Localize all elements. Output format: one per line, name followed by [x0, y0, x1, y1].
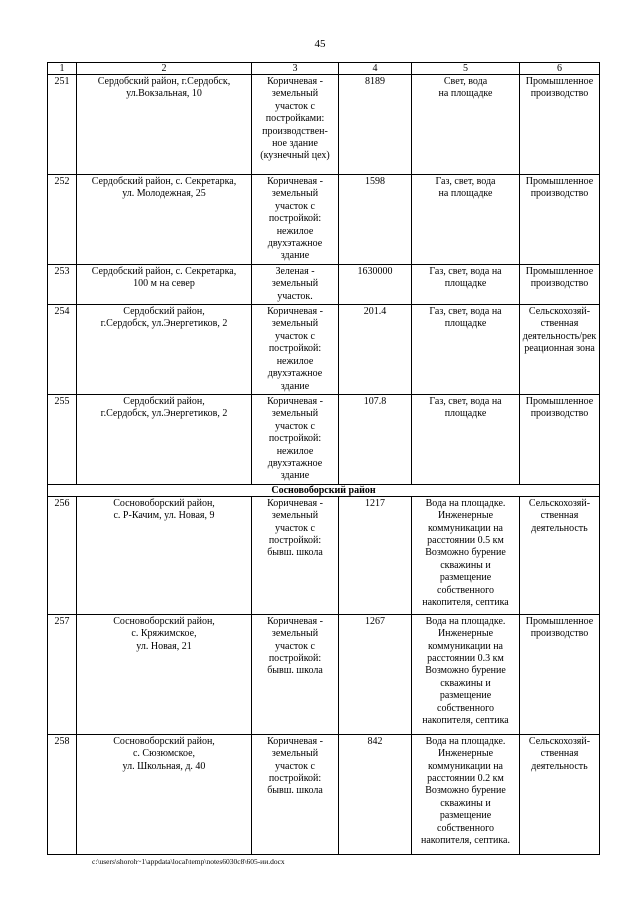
- location-cell: Сердобский район, г.Сердобск, ул.Вокзальная, 10: [77, 75, 252, 175]
- table-row: [48, 394, 600, 484]
- utilities-cell: Газ, свет, вода на площадке: [412, 305, 520, 395]
- land-plots-table: [47, 62, 600, 855]
- type-cell: Коричневая - земельный участок с постройкой: бывш. школа: [252, 614, 339, 734]
- page-number: 45: [314, 38, 326, 50]
- column-header: 1: [48, 63, 77, 75]
- utilities-cell: Вода на площадке. Инженерные коммуникации на расстоянии 0.5 км Возможно бурение скважины и размещение собственного накопителя, септика: [412, 496, 520, 614]
- row-number: 254: [48, 305, 77, 395]
- row-number: 252: [48, 175, 77, 265]
- location-cell: Сосновоборский район, с. Р-Качим, ул. Новая, 9: [77, 496, 252, 614]
- area-cell: 1267: [339, 614, 412, 734]
- location-cell: Сосновоборский район, с. Сюзюмское, ул. Школьная, д. 40: [77, 734, 252, 854]
- footer-file-path: c:\users\shoroh~1\appdata\local\temp\notes6030c8\605-ии.docx: [92, 857, 285, 866]
- location-cell: Сосновоборский район, с. Кряжимское, ул. Новая, 21: [77, 614, 252, 734]
- column-header: 3: [252, 63, 339, 75]
- table-row: [48, 496, 600, 614]
- type-cell: Коричневая - земельный участок с постройкой: бывш. школа: [252, 734, 339, 854]
- purpose-cell: Промышленное производство: [520, 175, 600, 265]
- section-title: Сосновоборский район: [48, 484, 600, 496]
- row-number: 258: [48, 734, 77, 854]
- table-row: [48, 175, 600, 265]
- utilities-cell: Газ, свет, вода на площадке: [412, 175, 520, 265]
- section-header-row: [48, 484, 600, 496]
- column-header: 2: [77, 63, 252, 75]
- column-header: 4: [339, 63, 412, 75]
- area-cell: 201.4: [339, 305, 412, 395]
- area-cell: 842: [339, 734, 412, 854]
- table-row: [48, 614, 600, 734]
- type-cell: Коричневая - земельный участок с постройкой: нежилое двухэтажное здание: [252, 175, 339, 265]
- row-number: 256: [48, 496, 77, 614]
- utilities-cell: Газ, свет, вода на площадке: [412, 264, 520, 304]
- area-cell: 107.8: [339, 394, 412, 484]
- area-cell: 1630000: [339, 264, 412, 304]
- utilities-cell: Вода на площадке. Инженерные коммуникации на расстоянии 0.2 км Возможно бурение скважины и размещение собственного накопителя, септика.: [412, 734, 520, 854]
- type-cell: Коричневая - земельный участок с постройкой: нежилое двухэтажное здание: [252, 394, 339, 484]
- area-cell: 1217: [339, 496, 412, 614]
- type-cell: Коричневая - земельный участок с постройкой: нежилое двухэтажное здание: [252, 305, 339, 395]
- purpose-cell: Промышленное производство: [520, 264, 600, 304]
- utilities-cell: Вода на площадке. Инженерные коммуникации на расстоянии 0.3 км Возможно бурение скважины и размещение собственного накопителя, септика: [412, 614, 520, 734]
- table-row: [48, 264, 600, 304]
- purpose-cell: Промышленное производство: [520, 75, 600, 175]
- location-cell: Сердобский район, с. Секретарка, 100 м на север: [77, 264, 252, 304]
- type-cell: Коричневая - земельный участок с постройкой: бывш. школа: [252, 496, 339, 614]
- table-header-row: [48, 63, 600, 75]
- area-cell: 1598: [339, 175, 412, 265]
- location-cell: Сердобский район, с. Секретарка, ул. Молодежная, 25: [77, 175, 252, 265]
- purpose-cell: Промышленное производство: [520, 394, 600, 484]
- table-row: [48, 734, 600, 854]
- purpose-cell: Сельскохозяй- ственная деятельность/рек реационная зона: [520, 305, 600, 395]
- utilities-cell: Свет, вода на площадке: [412, 75, 520, 175]
- row-number: 251: [48, 75, 77, 175]
- area-cell: 8189: [339, 75, 412, 175]
- location-cell: Сердобский район, г.Сердобск, ул.Энергетиков, 2: [77, 305, 252, 395]
- purpose-cell: Сельскохозяй- ственная деятельность: [520, 734, 600, 854]
- table-row: [48, 75, 600, 175]
- row-number: 255: [48, 394, 77, 484]
- column-header: 6: [520, 63, 600, 75]
- type-cell: Коричневая - земельный участок с постройками: производствен- ное здание (кузнечный цех): [252, 75, 339, 175]
- purpose-cell: Сельскохозяй- ственная деятельность: [520, 496, 600, 614]
- column-header: 5: [412, 63, 520, 75]
- row-number: 257: [48, 614, 77, 734]
- utilities-cell: Газ, свет, вода на площадке: [412, 394, 520, 484]
- row-number: 253: [48, 264, 77, 304]
- table-row: [48, 305, 600, 395]
- purpose-cell: Промышленное производство: [520, 614, 600, 734]
- type-cell: Зеленая - земельный участок.: [252, 264, 339, 304]
- location-cell: Сердобский район, г.Сердобск, ул.Энергетиков, 2: [77, 394, 252, 484]
